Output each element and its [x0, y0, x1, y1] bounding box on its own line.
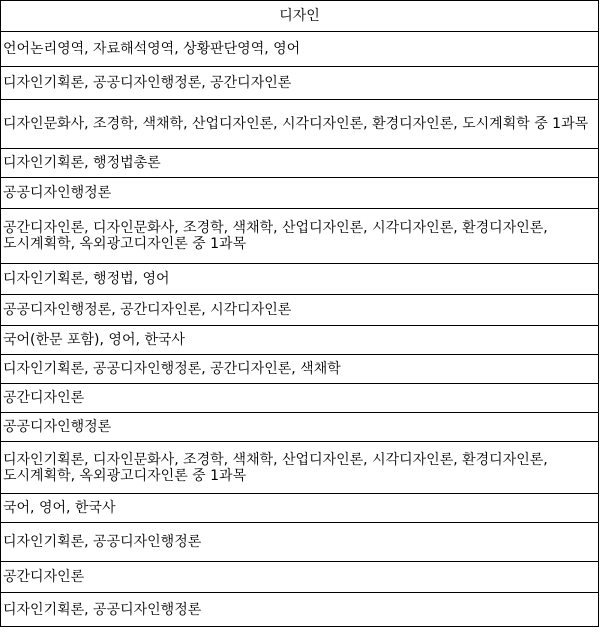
table-cell: 디자인기획론, 공공디자인행정론, 공간디자인론, 색채학	[1, 355, 599, 384]
table-cell: 디자인문화사, 조경학, 색채학, 산업디자인론, 시각디자인론, 환경디자인론, 도시계획학 중 1과목	[1, 100, 599, 149]
table-cell: 디자인기획론, 공공디자인행정론	[1, 593, 599, 627]
table-row	[1, 67, 599, 100]
table-row	[1, 562, 599, 593]
table-row	[1, 593, 599, 627]
table-header-row	[1, 1, 599, 32]
table-row	[1, 442, 599, 494]
table-cell: 공공디자인행정론	[1, 178, 599, 209]
table-cell: 디자인기획론, 디자인문화사, 조경학, 색채학, 산업디자인론, 시각디자인론, 환경디자인론, 도시계획학, 옥외광고디자인론 중 1과목	[1, 442, 599, 494]
table-cell: 디자인기획론, 공공디자인행정론, 공간디자인론	[1, 67, 599, 100]
table-row	[1, 523, 599, 562]
table-row	[1, 494, 599, 523]
table-row	[1, 32, 599, 67]
table-row	[1, 384, 599, 413]
table-row	[1, 355, 599, 384]
table-row	[1, 178, 599, 209]
table-cell: 국어(한문 포함), 영어, 한국사	[1, 326, 599, 355]
table-row	[1, 326, 599, 355]
table-row	[1, 100, 599, 149]
table-cell: 국어, 영어, 한국사	[1, 494, 599, 523]
table-cell: 공공디자인행정론, 공간디자인론, 시각디자인론	[1, 295, 599, 326]
table-cell: 공간디자인론	[1, 562, 599, 593]
table-cell: 공간디자인론	[1, 384, 599, 413]
table-cell: 디자인기획론, 공공디자인행정론	[1, 523, 599, 562]
table-row	[1, 209, 599, 264]
table-cell: 디자인기획론, 행정법총론	[1, 149, 599, 178]
table-row	[1, 149, 599, 178]
table-row	[1, 413, 599, 442]
table-cell: 디자인기획론, 행정법, 영어	[1, 264, 599, 295]
table-cell: 언어논리영역, 자료해석영역, 상황판단영역, 영어	[1, 32, 599, 67]
table-row	[1, 295, 599, 326]
header-cell: 디자인	[1, 1, 599, 32]
table-cell: 공공디자인행정론	[1, 413, 599, 442]
table-cell: 공간디자인론, 디자인문화사, 조경학, 색채학, 산업디자인론, 시각디자인론, 환경디자인론, 도시계획학, 옥외광고디자인론 중 1과목	[1, 209, 599, 264]
table-row	[1, 264, 599, 295]
